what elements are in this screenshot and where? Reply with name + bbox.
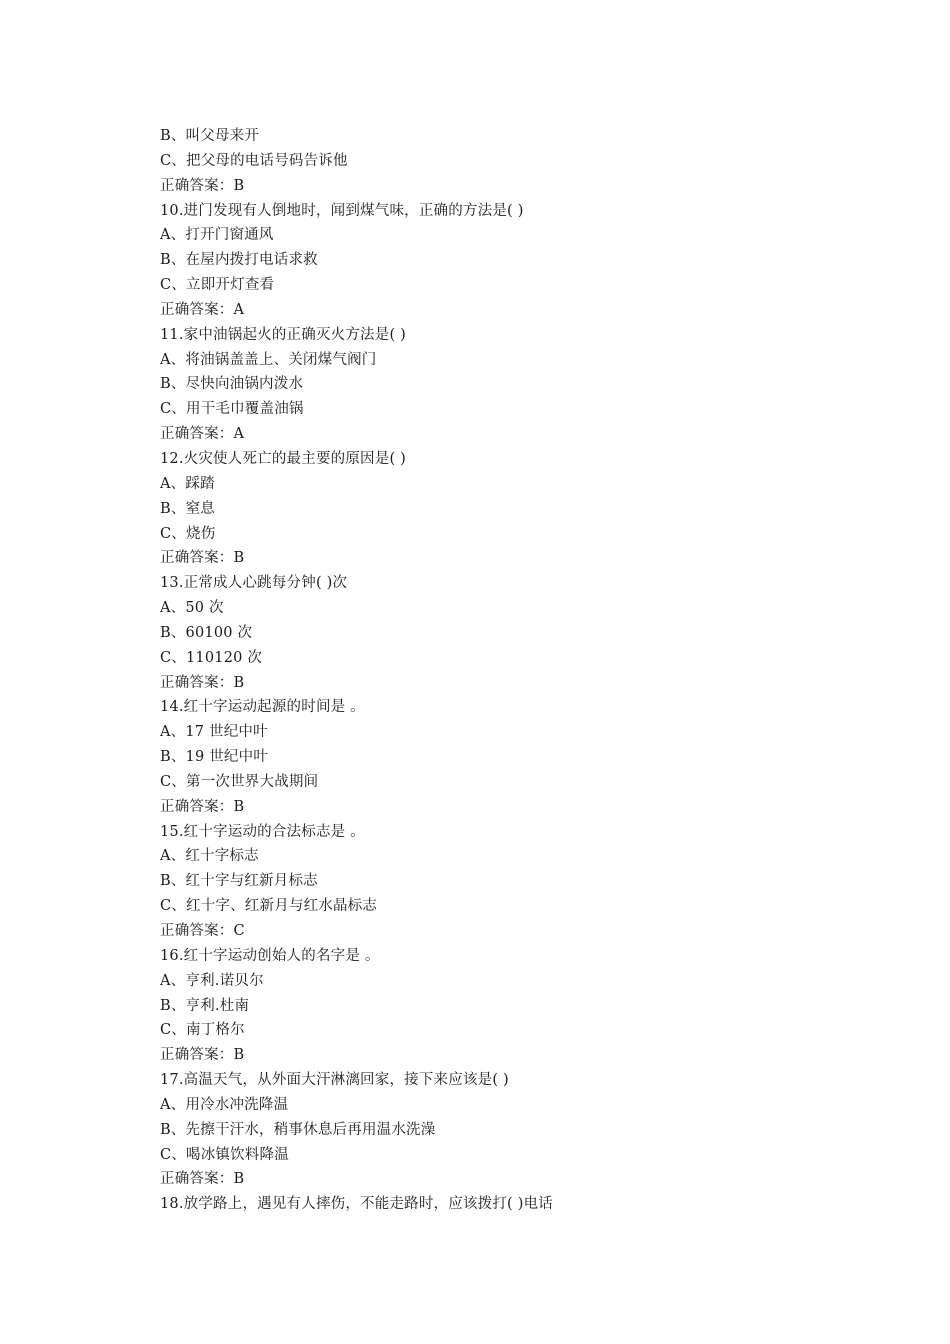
option-line: A、用冷水冲洗降温 bbox=[160, 1096, 289, 1113]
answer-line: 正确答案：B bbox=[160, 1171, 245, 1188]
option-line: B、先擦干汗水，稍事休息后再用温水洗澡 bbox=[160, 1121, 436, 1138]
option-line: C、110120 次 bbox=[160, 649, 263, 666]
option-line: B、窒息 bbox=[160, 500, 215, 517]
option-line: A、踩踏 bbox=[160, 475, 215, 492]
option-line: C、喝冰镇饮料降温 bbox=[160, 1146, 289, 1163]
option-line: C、南丁格尔 bbox=[160, 1022, 245, 1039]
document-body bbox=[160, 124, 880, 1217]
option-line: B、红十字与红新月标志 bbox=[160, 873, 318, 890]
question-line: 12.火灾使人死亡的最主要的原因是( ) bbox=[160, 450, 406, 467]
option-line: A、50 次 bbox=[160, 600, 224, 617]
option-line: C、第一次世界大战期间 bbox=[160, 773, 319, 790]
option-line: A、17 世纪中叶 bbox=[160, 724, 268, 741]
question-line: 10.进门发现有人倒地时，闻到煤气味，正确的方法是( ) bbox=[160, 202, 524, 219]
option-line: B、叫父母来开 bbox=[160, 128, 260, 144]
option-line: C、烧伤 bbox=[160, 525, 216, 542]
question-line: 18.放学路上，遇见有人摔伤，不能走路时，应该拨打( )电话 bbox=[160, 1196, 553, 1213]
answer-line: 正确答案：B bbox=[160, 798, 245, 815]
answer-line: 正确答案：B bbox=[160, 550, 245, 567]
option-line: A、亨利.诺贝尔 bbox=[160, 972, 264, 989]
answer-line: 正确答案：B bbox=[160, 674, 245, 691]
option-line: B、19 世纪中叶 bbox=[160, 749, 269, 766]
answer-line: 正确答案：B bbox=[160, 1047, 245, 1064]
option-line: C、用干毛巾覆盖油锅 bbox=[160, 401, 304, 418]
question-line: 14.红十字运动起源的时间是 。 bbox=[160, 699, 365, 716]
option-line: B、尽快向油锅内泼水 bbox=[160, 376, 304, 393]
option-line: C、红十字、红新月与红水晶标志 bbox=[160, 898, 378, 915]
option-line: C、把父母的电话号码告诉他 bbox=[160, 152, 348, 169]
option-line: C、立即开灯查看 bbox=[160, 277, 275, 294]
question-line: 13.正常成人心跳每分钟( )次 bbox=[160, 575, 348, 592]
answer-line: 正确答案：A bbox=[160, 426, 245, 443]
option-line: B、在屋内拨打电话求救 bbox=[160, 252, 318, 269]
question-line: 11.家中油锅起火的正确灭火方法是( ) bbox=[160, 326, 406, 343]
option-line: A、红十字标志 bbox=[160, 848, 259, 865]
question-line: 15.红十字运动的合法标志是 。 bbox=[160, 823, 365, 840]
answer-line: 正确答案：B bbox=[160, 177, 245, 194]
option-line: B、60100 次 bbox=[160, 624, 253, 641]
answer-line: 正确答案：C bbox=[160, 923, 245, 939]
answer-line: 正确答案：A bbox=[160, 301, 245, 318]
option-line: A、打开门窗通风 bbox=[160, 227, 274, 244]
option-line: B、亨利.杜南 bbox=[160, 997, 250, 1014]
question-line: 17.高温天气，从外面大汗淋漓回家，接下来应该是( ) bbox=[160, 1072, 509, 1089]
option-line: A、将油锅盖盖上、关闭煤气阀门 bbox=[160, 351, 377, 368]
question-line: 16.红十字运动创始人的名字是 。 bbox=[160, 947, 380, 964]
